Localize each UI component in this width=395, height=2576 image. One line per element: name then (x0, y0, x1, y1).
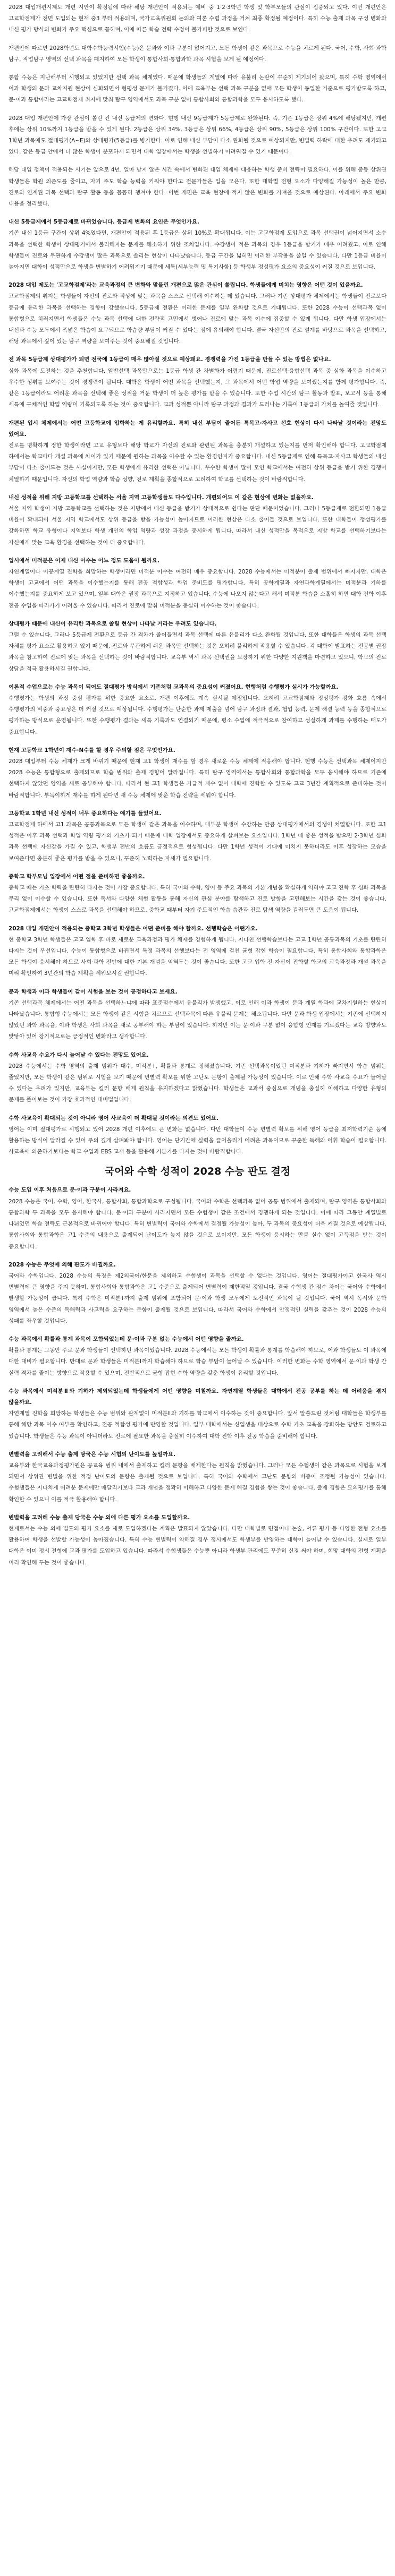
question-lead: 입시에서 미적분은 이제 내신 이수는 어느 정도 도움이 될까요. (9, 557, 159, 564)
paragraph-text: 2028 대입 개편안에 가장 관심이 쏠린 건 내신 등급제의 변화다. 현행 내신 9등급제가 5등급제로 완화된다. 즉, 기존 1등급은 상위 4%에 해당됐지만, 개편 후에는 상위 10%까지 1등급을 받을 수 있게 된다. 2등급은 상위 34%, 3등급은 상위 66%, 4등급은 상위 90%, 5등급은 상위 100% 구간이다. 또한 고교 1학년 과목에도 절대평가(A~E)와 상대평가(5등급)를 병기한다. 이로 인해 내신 부담이 다소 완화될 것으로 예상되지만, 변별력 하락에 대한 우려도 제기되고 있다. 같은 등급 안에서 더 많은 학생이 분포하게 되면서 대학 입장에서는 학생을 선별하기 어려워질 수 있기 때문이다. (9, 115, 386, 156)
question-lead: 2028 수능은 무엇에 의해 판도가 바뀔까요. (9, 1261, 116, 1268)
question-lead: 전 과목 5등급제 상대평가가 되면 전국에 1등급이 매우 많아질 것으로 예상돼요. 경쟁력을 가진 1등급을 만들 수 있는 방법은 없나요. (9, 356, 331, 363)
qa-paragraph (9, 1512, 386, 1569)
qa-paragraph (9, 808, 386, 865)
paragraph-text: 고교학점제의 취지는 학생들이 자신의 진로와 적성에 맞는 과목을 스스로 선택해 이수하는 데 있습니다. 그러나 기존 상대평가 체제에서는 학생들이 진로보다 등급에 유리한 과목을 선택하는 경향이 강했습니다. 5등급제 전환은 이러한 문제를 일부 완화할 것으로 기대됩니다. 또한 2028 수능이 선택과목 없이 통합형으로 치러지면서 학생들은 수능 과목 선택에 대한 전략적 고민에서 벗어나 진로에 맞는 과목 이수에 집중할 수 있게 됩니다. 다만 학생 입장에서는 내신과 수능 모두에서 폭넓은 학습이 요구되므로 학습량 부담이 커질 수 있다는 점에 유의해야 합니다. 결국 자신만의 진로 설계를 바탕으로 과목을 선택하고, 해당 과목에서 깊이 있는 탐구 역량을 보여주는 것이 중요해질 것입니다. (9, 293, 386, 345)
qa-paragraph (9, 1113, 386, 1158)
qa-paragraph (9, 1185, 386, 1252)
paragraph-text: 현 중학교 3학년 학생들은 고교 입학 후 바로 새로운 교육과정과 평가 체제를 경험하게 됩니다. 지나친 선행학습보다는 고교 1학년 공통과목의 기초를 탄탄히 다지는 것이 우선입니다. 수능이 통합형으로 바뀌면서 특정 과목의 선행보다는 전 영역에 걸친 균형 잡힌 학습이 필요합니다. 특히 통합사회와 통합과학은 모든 학생이 응시해야 하므로 사회·과학 전반에 대한 기본 개념을 익혀두는 것이 좋습니다. 또한 고교 입학 전 자신이 진학할 학교의 교육과정과 개설 과목을 미리 확인하여 3년간의 학습 계획을 세워보시길 권합니다. (9, 936, 386, 977)
body-paragraph (9, 2, 386, 36)
paragraph-text: 기존 선택과목 체제에서는 어떤 과목을 선택하느냐에 따라 표준점수에서 유불리가 발생했고, 이로 인해 이과 학생이 문과 계열 학과에 교차지원하는 현상이 나타났습니다. 통합형 수능에서는 모든 학생이 같은 시험을 치르므로 선택과목에 따른 유불리 문제는 해소됩니다. 다만 문과 학생 입장에서는 기존에 선택하지 않았던 과학 과목을, 이과 학생은 사회 과목을 새로 공부해야 하는 부담이 있습니다. 하지만 이는 문·이과 구분 없이 융합형 인재를 기르겠다는 교육 방향과도 맞닿아 있어 장기적으로는 긍정적인 변화라고 생각합니다. (9, 999, 386, 1040)
question-lead: 상대평가 때문에 내신이 유리한 과목으로 쏠릴 현상이 나타날 거라는 우려도 있습니다. (9, 620, 217, 627)
qa-paragraph (9, 1386, 386, 1442)
paragraph-text: 서울 지역 학생이 지방 고등학교를 선택하는 것은 지방에서 내신 등급을 받기가 상대적으로 쉽다는 판단 때문이었습니다. 그러나 5등급제로 전환되면 1등급 비율이 확대되어 서울 지역 학교에서도 상위 등급을 받을 가능성이 높아지므로 이러한 현상은 다소 줄어들 것으로 보입니다. 또한 대학들이 정성평가를 강화하면 학교 유형이나 지역보다 학생 개인의 학업 역량과 성장 과정을 중시하게 됩니다. 따라서 내신 성적만을 목적으로 지방 학교를 선택하기보다는 자신에게 맞는 교육 환경을 선택하는 것이 더 중요합니다. (9, 505, 386, 546)
paragraph-text: 통합 수능은 지난해부터 시행되고 있었지만 선택 과목 체계였다. 때문에 학생들의 계열에 따라 유불리 논란이 꾸준히 제기되어 왔으며, 특히 수학 영역에서 이과 학생의 문과 교차지원 현상이 심화되면서 형평성 문제가 불거졌다. 이에 교육부는 선택 과목 구분을 없애 모든 학생이 동일한 기준으로 평가받도록 하고, 문·이과 통합이라는 고교학점제 취지에 맞춰 탐구 영역에서도 과목 구분 없이 통합사회와 통합과학을 모두 응시하도록 했다. (9, 74, 386, 104)
paragraph-text: 2028 대입개편시제도 개편 시안이 확정됨에 따라 해당 개편안이 적용되는 예비 중 1·2·3학년 학생 및 학부모들의 관심이 집중되고 있다. 이번 개편안은 고교학점제가 전면 도입되는 현재 중3 부터 적용되며, 국가교육위원회 논의와 여론 수렴 과정을 거쳐 최종 확정될 예정이다. 특히 수능 출제 과목 구성 변화와 내신 평가 방식의 변화가 주요 핵심으로 꼽히며, 이에 따른 학습 전략 수정이 불가피할 것으로 보인다. (9, 4, 386, 33)
qa-paragraph (9, 555, 386, 612)
question-lead: 수능 도입 이후 처음으로 문·이과 구분이 사라져요. (9, 1187, 131, 1194)
qa-paragraph (9, 1260, 386, 1327)
paragraph-text: 수행평가는 학생의 과정 중심 평가를 위한 중요한 요소로, 개편 이후에도 계속 실시될 예정입니다. 오히려 고교학점제와 정성평가 강화 흐름 속에서 수행평가의 비중과 중요성은 더 커질 것으로 예상됩니다. 수행평가는 단순한 과제 제출을 넘어 탐구 과정과 결과, 협업 능력, 문제 해결 능력 등을 종합적으로 평가하는 방식으로 운영됩니다. 또한 수행평가 결과는 세특 기록과도 연결되기 때문에, 평소 수업에 적극적으로 참여하고 성실하게 과제를 수행하는 태도가 중요합니다. (9, 695, 386, 735)
paragraph-text: 진로를 명확하게 정한 학생이라면 고교 유형보다 해당 학교가 자신의 진로와 관련된 과목을 충분히 개설하고 있는지를 먼저 확인해야 합니다. 고교학점제 하에서는 학교마다 개설 과목에 차이가 있기 때문에 원하는 과목을 이수할 수 있는 환경인지가 중요합니다. 내신 5등급제로 인해 특목고·자사고 학생들의 내신 부담이 다소 줄어드는 것은 사실이지만, 모든 학생에게 유리한 선택은 아닙니다. 우수한 학생이 많이 모인 학교에서는 여전히 상위 등급을 받기 위한 경쟁이 치열하기 때문입니다. 자신의 학업 역량과 학습 성향, 진로 계획을 종합적으로 고려하여 학교를 선택하는 것이 바람직합니다. (9, 442, 386, 483)
question-lead: 내신 5등급제에서 5등급제로 바뀌었습니다. 등급제 변화의 요인은 무엇인가요. (9, 219, 199, 226)
qa-paragraph (9, 923, 386, 980)
paragraph-text: 2028 대입부터 수능 체제가 크게 바뀌기 때문에 현재 고1 학생이 재수를 할 경우 새로운 수능 체제에 적응해야 합니다. 현행 수능은 선택과목 체제이지만 2028 수능은 통합형으로 출제되므로 학습 범위와 출제 경향이 달라집니다. 특히 탐구 영역에서는 통합사회와 통합과학을 모두 응시해야 하므로 기존에 선택하지 않았던 영역을 새로 공부해야 합니다. 따라서 현 고1 학생들은 가급적 재수 없이 대학에 진학할 수 있도록 고교 3년간 계획적으로 준비하는 것이 바람직합니다. 부득이하게 재수를 하게 된다면 새 수능 체제에 맞춘 학습 전략을 세워야 합니다. (9, 758, 386, 799)
body-paragraph (9, 165, 386, 210)
qa-paragraph (9, 871, 386, 917)
paragraph-text: 자연계열이나 이공계열 진학을 희망하는 학생이라면 미적분 이수는 여전히 매우 중요합니다. 2028 수능에서는 미적분이 출제 범위에서 빠지지만, 대학은 학생이 고교에서 어떤 과목을 이수했는지를 통해 전공 적합성과 학업 준비도를 평가합니다. 특히 공학계열과 자연과학계열에서는 미적분과 기하를 이수했는지를 중요하게 보고 있으며, 일부 대학은 권장 과목으로 지정하고 있습니다. 수능에 나오지 않는다고 해서 미적분 학습을 소홀히 하면 대학 진학 이후 전공 수업을 따라가기 어려울 수 있습니다. 따라서 진로에 맞춰 미적분을 충실히 이수하는 것이 좋습니다. (9, 568, 386, 609)
paragraph-text: 2028 수능에서는 수학 영역의 출제 범위가 대수, 미적분Ⅰ, 확률과 통계로 정해졌습니다. 기존 선택과목이었던 미적분과 기하가 빠지면서 학습 범위는 줄었지만, 모든 학생이 같은 범위로 시험을 보기 때문에 변별력 확보를 위한 고난도 문항이 출제될 가능성이 있습니다. 이로 인해 수학 사교육 수요가 늘어날 수 있다는 우려가 있지만, 교육부는 킬러 문항 배제 원칙을 유지하겠다고 밝혔습니다. 학생들은 교과서 중심으로 개념을 충실히 이해하고 다양한 유형의 문제를 풀어보는 것이 가장 효과적인 대비법입니다. (9, 1063, 386, 1103)
question-lead: 수능 과목에서 미적분Ⅱ와 기하가 제외되었는데 학생들에게 어떤 영향을 미칠까요. 자연계열 학생들은 대학에서 전공 공부를 하는 데 어려움을 겪지 않을까요. (9, 1388, 386, 1406)
paragraph-text: 해당 대입 정책이 적용되는 시기는 앞으로 4년. 얼마 남지 않은 시간 속에서 변화된 대입 체제에 대응하는 학생 준비 전략이 필요하다. 이를 위해 중등 상위권 학생들은 학원 의존도를 줄이고, 자기 주도 학습 능력을 키워야 한다고 전문가들은 입을 모은다. 또한 대학별 전형 요소가 다양해질 가능성이 높은 만큼, 진로와 연계된 과목 선택과 탐구 활동 등을 꼼꼼히 챙겨야 한다. 이번 개편은 교육 현장에 적지 않은 변화를 가져올 것으로 예상된다. 아래에서 주요 변화 내용을 정리했다. (9, 167, 386, 208)
qa-paragraph (9, 1334, 386, 1379)
question-lead: 개편된 입시 체제에서는 어떤 고등학교에 입학하는 게 유리할까요. 특히 내신 부담이 줄어든 특목고·자사고 선호 현상이 다시 나타날 것이라는 전망도 있어요. (9, 420, 386, 438)
paragraph-text: 개편안에 따르면 2028학년도 대학수학능력시험(수능)은 문과와 이과 구분이 없어지고, 모든 학생이 같은 과목으로 수능을 치르게 된다. 국어, 수학, 사회·과학 탐구, 직업탐구 영역의 선택 과목을 폐지하여 모든 학생이 통합사회·통합과학 과목 시험을 보게 될 예정이다. (9, 45, 386, 63)
question-lead: 2028 대입 제도는 '고교학점제'라는 교육과정의 큰 변화와 맞물린 개편으로 많은 관심이 쏠립니다. 학생들에게 미치는 영향은 어떤 것이 있을까요. (9, 282, 363, 289)
question-lead: 수학 사교육 수요가 다시 늘어날 수 있다는 전망도 있어요. (9, 1051, 149, 1058)
paragraph-text: 그럴 수 있습니다. 그러나 5등급제 전환으로 등급 간 격차가 줄어들면서 과목 선택에 따른 유불리가 다소 완화될 것입니다. 또한 대학들은 학생의 과목 선택 자체를 평가 요소로 활용하고 있기 때문에, 진로와 무관하게 쉬운 과목만 선택하는 것은 오히려 불리하게 작용할 수 있습니다. 각 대학이 발표하는 전공별 권장 과목을 참고하여 진로에 맞는 과목을 선택하는 것이 바람직합니다. 교육부 역시 과목 선택권을 보장하기 위한 다양한 지원책을 마련하고 있으니, 학교의 진로 상담을 적극 활용하시길 권합니다. (9, 631, 386, 672)
paragraph-text: 중학교 때는 기초 학력을 탄탄히 다지는 것이 가장 중요합니다. 특히 국어와 수학, 영어 등 주요 과목의 기본 개념을 확실하게 익혀야 고교 진학 후 심화 과목을 무리 없이 이수할 수 있습니다. 또한 독서와 다양한 체험 활동을 통해 자신의 관심 분야를 탐색하고 진로 방향을 고민해보는 시간을 갖는 것이 좋습니다. 고교학점제에서는 학생이 스스로 과목을 선택해야 하므로, 중학교 때부터 자기 주도적인 학습 습관과 진로 탐색 역량을 길러두면 큰 도움이 됩니다. (9, 885, 386, 914)
paragraph-text: 자연계열 진학을 희망하는 학생들은 수능 범위와 관계없이 미적분Ⅱ와 기하를 학교에서 이수하는 것이 중요합니다. 앞서 말씀드린 것처럼 대학들은 학생부를 통해 해당 과목 이수 여부를 확인하고, 전공 적합성 평가에 반영할 것입니다. 일부 대학에서는 신입생을 대상으로 수학 기초 교육을 강화하는 방안도 검토하고 있습니다. 학생들은 수능 과목이 아니더라도 진로에 필요한 과목을 충실히 이수하여 대학 진학 이후 전공 학습을 준비해야 합니다. (9, 1410, 386, 1440)
question-lead: 문과 학생과 이과 학생들이 같이 시험을 보는 것이 공정하다고 보세요. (9, 988, 178, 995)
question-lead: 수능 과목에서 확률과 통계 과목이 포함되었는데 문·이과 구분 없는 수능에서 어떤 영향을 줄까요. (9, 1336, 244, 1342)
question-lead: 변별력을 고려해 수능 출제 당국은 수능 외에 다른 평가 요소를 도입할까요. (9, 1514, 190, 1521)
paragraph-text: 심화 과목에 도전하는 것을 추천합니다. 일반선택 과목만으로는 1등급 학생 간 차별화가 어렵기 때문에, 진로선택·융합선택 과목 중 심화 과목을 이수하고 우수한 성취를 보여주는 것이 경쟁력이 됩니다. 대학은 학생이 어떤 과목을 선택했는지, 그 과목에서 어떤 학업 역량을 보여줬는지를 함께 평가합니다. 즉, 같은 1등급이라도 어려운 과목을 선택해 좋은 성적을 거둔 학생이 더 높은 평가를 받을 수 있습니다. 또한 수업 시간의 탐구 활동과 발표, 보고서 등을 통해 세특에 구체적인 학업 역량이 기록되도록 하는 것이 중요합니다. 교과 성적뿐 아니라 탐구 과정과 결과가 드러나는 기록이 1등급의 가치를 높여줄 것입니다. (9, 367, 386, 408)
paragraph-text: 고교학점제 하에서 고1 과목은 공통과목으로 모든 학생이 같은 과목을 이수하며, 대부분 학생이 수강하는 만큼 상대평가에서의 경쟁이 치열합니다. 또한 고1 성적은 이후 과목 선택과 학업 역량 평가의 기초가 되기 때문에 대학 입장에서도 중요하게 살펴보는 요소입니다. 1학년 때 좋은 성적을 받으면 2·3학년 심화 과목 선택에 자신감을 가질 수 있고, 학생부 전반의 흐름도 긍정적으로 형성됩니다. 다만 1학년 성적이 기대에 미치지 못하더라도 이후 성장하는 모습을 보여준다면 충분히 좋은 평가를 받을 수 있으니, 꾸준히 노력하는 자세가 필요합니다. (9, 821, 386, 862)
paragraph-text: 현재로서는 수능 외에 별도의 평가 요소를 새로 도입하겠다는 계획은 발표되지 않았습니다. 다만 대학별로 면접이나 논술, 서류 평가 등 다양한 전형 요소를 활용하여 학생을 선발할 가능성이 높아졌습니다. 특히 수능 변별력이 약해질 경우 정시에서도 학생부를 반영하는 대학이 늘어날 수 있습니다. 실제로 일부 대학은 이미 정시 전형에 교과 평가를 도입하고 있습니다. 따라서 수험생들은 수능뿐 아니라 학생부 관리에도 꾸준히 신경 써야 하며, 희망 대학의 전형 계획을 미리 확인해 두는 것이 좋습니다. (9, 1525, 386, 1566)
question-lead: 이론적 수업으로는 수능 과목이 되어도 절대평가 방식에서 기존처럼 교과목의 중요성이 커졌어요. 현행처럼 수행평가 실시가 가능할까요. (9, 683, 339, 690)
question-lead: 중학교 학부모님 입장에서 어떤 점을 준비하면 좋을까요. (9, 873, 145, 880)
body-paragraph (9, 72, 386, 106)
paragraph-text: 기존 내신 1등급 구간이 상위 4%였다면, 개편안이 적용된 후 1등급은 상위 10%로 확대됩니다. 이는 고교학점제 도입으로 과목 선택권이 넓어지면서 소수 과목을 선택한 학생이 상대평가에서 불리해지는 문제를 해소하기 위한 조치입니다. 수강생이 적은 과목의 경우 1등급을 받기가 매우 어려웠고, 이로 인해 학생들이 진로와 무관하게 수강생이 많은 과목으로 쏠리는 현상이 나타났습니다. 등급 구간을 넓히면 이러한 부작용을 줄일 수 있습니다. 다만 1등급 비율이 높아지면 대학이 성적만으로 학생을 변별하기 어려워지기 때문에 세특(세부능력 및 특기사항) 등 학생부 정성평가 요소의 중요성이 커질 것으로 보입니다. (9, 230, 386, 271)
body-paragraph (9, 43, 386, 65)
qa-paragraph (9, 280, 386, 347)
question-lead: 내신 성적을 위해 지방 고등학교를 선택하는 서울 지역 고등학생들도 다수입니다. 개편되어도 이 같은 현상에 변화는 없을까요. (9, 494, 314, 501)
body-paragraph (9, 113, 386, 158)
paragraph-text: 2028 수능은 국어, 수학, 영어, 한국사, 통합사회, 통합과학으로 구성됩니다. 국어와 수학은 선택과목 없이 공통 범위에서 출제되며, 탐구 영역은 통합사회와 통합과학 두 과목을 모두 응시해야 합니다. 문·이과 구분이 사라지면서 모든 수험생이 같은 조건에서 경쟁하게 되는 것입니다. 이에 따라 그동안 계열별로 나뉘었던 학습 전략도 근본적으로 바뀌어야 합니다. 특히 변별력이 국어와 수학에서 결정될 가능성이 높아, 두 과목의 중요성이 더욱 커질 것으로 예상됩니다. 통합사회와 통합과학은 고1 수준의 내용으로 출제되어 난이도가 높지 않을 것으로 보이지만, 모든 학생이 응시하는 만큼 실수 없이 고득점을 받는 것이 중요합니다. (9, 1198, 386, 1250)
question-lead: 고등학교 1학년 내신 성적이 너무 중요하다는 얘기를 들었어요. (9, 810, 162, 817)
paragraph-text: 국어와 수학입니다. 2028 수능의 특징은 제2외국어/한문을 제외하고 수험생이 과목을 선택할 수 없다는 것입니다. 영어는 절대평가이고 한국사 역시 변별력에 큰 영향을 주지 못하며, 통합사회와 통합과학은 고1 수준으로 출제되어 변별력이 제한적일 것입니다. 결국 수험생 간 점수 차이는 국어와 수학에서 발생할 가능성이 큽니다. 특히 수학은 미적분Ⅰ까지 출제 범위에 포함되어 문·이과 학생 모두에게 도전적인 과목이 될 것입니다. 국어 역시 독서와 문학 영역에서 높은 수준의 독해력과 사고력을 요구하는 문항이 출제될 것으로 보입니다. 따라서 국어와 수학에서 안정적인 실력을 갖추는 것이 2028 수능의 성패를 좌우할 것입니다. (9, 1272, 386, 1324)
paragraph-text: 교육부와 한국교육과정평가원은 공교육 범위 내에서 출제하고 킬러 문항을 배제한다는 원칙을 밝혔습니다. 그러나 모든 수험생이 같은 과목으로 시험을 보게 되면서 상위권 변별을 위한 적정 난이도의 문항은 출제될 것으로 보입니다. 특히 국어와 수학에서 고난도 문항의 비중이 조정될 가능성이 있습니다. 수험생들은 지나치게 어려운 문제에만 매달리기보다 교과 개념을 정확히 이해하고 다양한 문제 해결 경험을 쌓는 것이 좋습니다. 출제 경향은 모의평가를 통해 확인할 수 있으니 이를 적극 활용해야 합니다. (9, 1462, 386, 1503)
qa-paragraph (9, 418, 386, 485)
qa-paragraph (9, 745, 386, 801)
qa-paragraph (9, 619, 386, 675)
section-heading: 국어와 수학 성적이 2028 수능 판도 결정 (104, 1166, 291, 1178)
qa-paragraph (9, 217, 386, 273)
question-lead: 변별력을 고려해서 수능 출제 당국은 수능 시험의 난이도를 높일까요. (9, 1451, 175, 1458)
paragraph-text: 확률과 통계는 그동안 주로 문과 학생들이 선택하던 과목이었습니다. 2028 수능에서는 모든 학생이 확률과 통계를 학습해야 하므로, 이과 학생들도 이 과목에 대한 대비가 필요합니다. 반대로 문과 학생들은 미적분Ⅰ까지 학습해야 하므로 학습 부담이 늘어날 수 있습니다. 이러한 변화는 수학 영역에서 문·이과 학생 간 실력 격차를 줄이는 방향으로 작용할 수 있으며, 전반적으로 균형 잡힌 수학 역량을 갖춘 학생이 유리할 것입니다. (9, 1347, 386, 1376)
qa-paragraph (9, 1050, 386, 1106)
qa-paragraph (9, 354, 386, 410)
qa-paragraph (9, 1449, 386, 1505)
qa-paragraph (9, 492, 386, 549)
qa-paragraph (9, 987, 386, 1043)
question-lead: 현재 고등학교 1학년이 재수·N수를 할 경우 주의할 점은 무엇인가요. (9, 747, 175, 754)
paragraph-text: 영어는 이미 절대평가로 시행되고 있어 2028 개편 이후에도 큰 변화는 없습니다. 다만 대학들이 수능 변별력 확보를 위해 영어 등급을 최저학력기준 등에 활용하는 방식이 달라질 수 있어 주의 깊게 살펴봐야 합니다. 영어는 단기간에 실력을 끌어올리기 어려운 과목이므로 꾸준한 독해와 어휘 학습이 필요합니다. 사교육에 의존하기보다는 학교 수업과 EBS 교재 등을 활용해 기본기를 다지는 것이 바람직합니다. (9, 1126, 386, 1156)
qa-paragraph (9, 682, 386, 738)
question-lead: 수학 사교육이 확대되는 것이 아니라 영어 사교육이 더 확대될 것이라는 의견도 있어요. (9, 1115, 219, 1122)
question-lead: 2028 대입 개편안이 적용되는 중학교 3학년 학생들은 어떤 준비를 해야 할까요. 선행학습은 어떤가요. (9, 925, 258, 932)
